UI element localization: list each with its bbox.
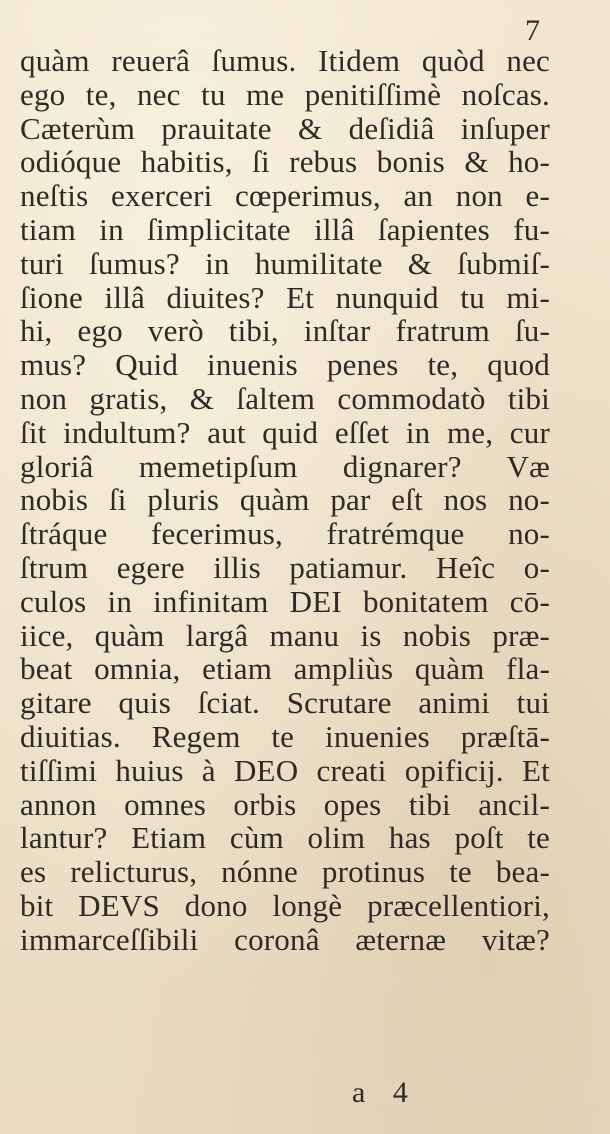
text-line: lantur? Etiam cùm olim has poſt te [20, 820, 550, 856]
text-line: beat omnia, etiam ampliùs quàm fla- [20, 651, 550, 687]
text-line: ego te, nec tu me penitiſſimè noſcas. [20, 76, 550, 112]
text-line: ſit indultum? aut quid eſſet in me, cur [20, 414, 550, 450]
text-line: diuitias. Regem te inuenies præſtā- [20, 718, 550, 754]
text-line: iice, quàm largâ manu is nobis præ- [20, 617, 550, 653]
text-line: culos in infinitam DEI bonitatem cō- [20, 583, 550, 619]
text-line: nobis ſi pluris quàm par eſt nos no- [20, 482, 550, 518]
body-text [20, 44, 550, 957]
signature-mark: a 4 [352, 1076, 408, 1109]
text-line: immarceſſibili coronâ æternæ vitæ? [20, 921, 550, 957]
page-number: 7 [525, 14, 540, 47]
text-line: bit DEVS dono longè præcellentiori, [20, 887, 550, 923]
text-line: gloriâ memetipſum dignarer? Væ [20, 448, 550, 484]
text-line: Cæterùm prauitate & deſidiâ inſuper [20, 110, 550, 146]
text-line: mus? Quid inuenis penes te, quod [20, 347, 550, 383]
text-line: neſtis exerceri cœperimus, an non e- [20, 178, 550, 214]
text-line: annon omnes orbis opes tibi ancil- [20, 786, 550, 822]
text-line: ſione illâ diuites? Et nunquid tu mi- [20, 279, 550, 315]
text-line: tiſſimi huius à DEO creati opificij. Et [20, 752, 550, 788]
text-line: hi, ego verò tibi, inſtar fratrum ſu- [20, 313, 550, 349]
text-line: es relicturus, nónne protinus te bea- [20, 854, 550, 890]
text-line: tiam in ſimplicitate illâ ſapientes fu- [20, 211, 550, 247]
text-line: turi ſumus? in humilitate & ſubmiſ- [20, 245, 550, 281]
text-line: ſtrum egere illis patiamur. Heîc o- [20, 549, 550, 585]
text-line: ſtráque fecerimus, fratrémque no- [20, 516, 550, 552]
text-line: non gratis, & ſaltem commodatò tibi [20, 380, 550, 416]
text-line: odióque habitis, ſi rebus bonis & ho- [20, 144, 550, 180]
text-line: gitare quis ſciat. Scrutare animi tui [20, 685, 550, 721]
text-line: quàm reuerâ ſumus. Itidem quòd nec [20, 43, 550, 78]
